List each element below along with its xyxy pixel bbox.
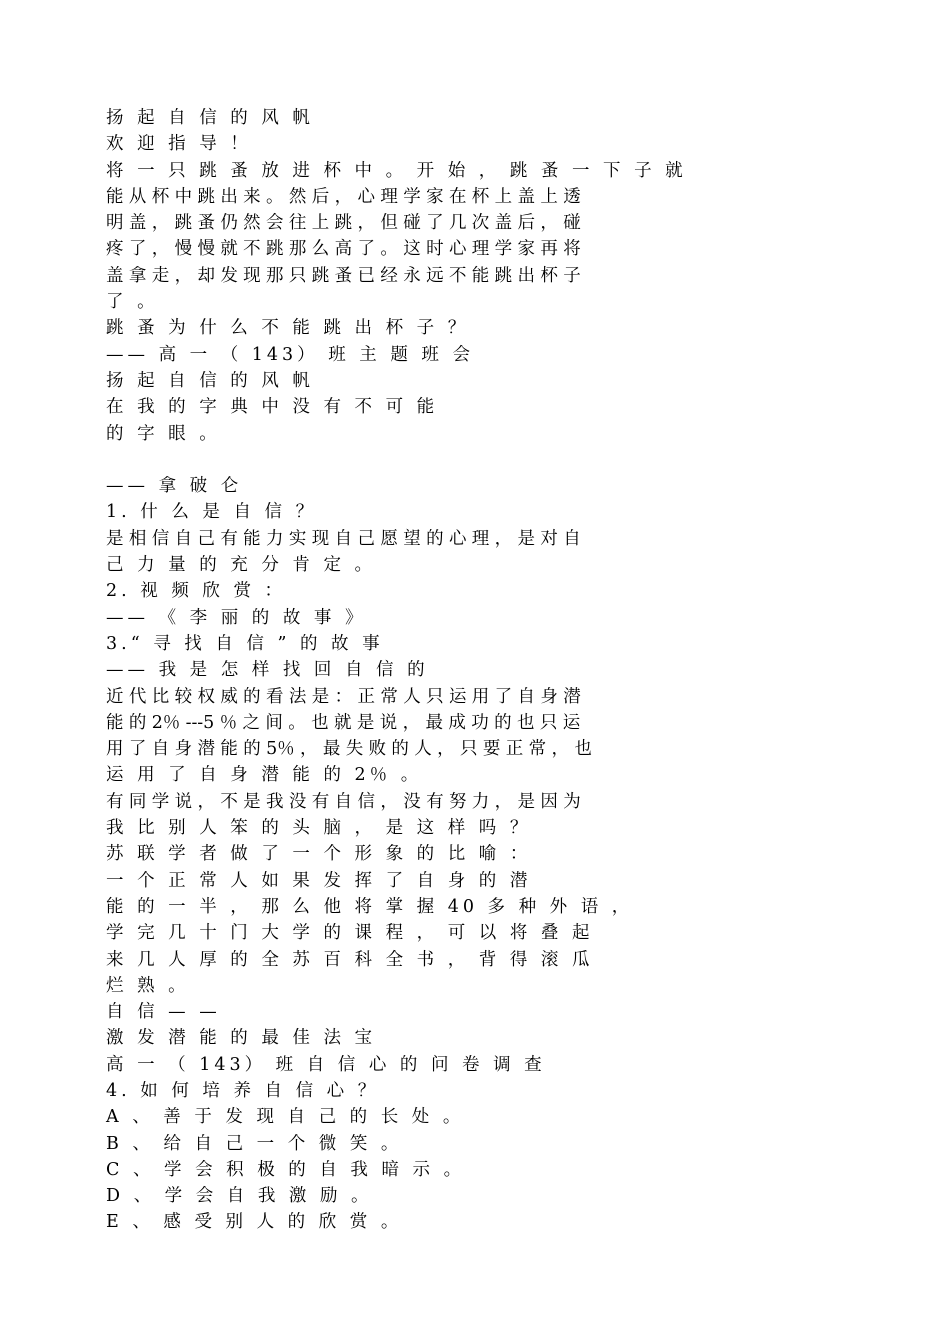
text-line: 激 发 潜 能 的 最 佳 法 宝 <box>106 1028 377 1049</box>
text-line: 一 个 正 常 人 如 果 发 挥 了 自 身 的 潜 <box>106 870 532 891</box>
text-line: 用 了 自 身 潜 能 的 5％ ， 最 失 败 的 人 ， 只 要 正 常 ， 也 <box>106 739 592 760</box>
text-line: 扬 起 自 信 的 风 帆 <box>106 370 314 391</box>
text-line: 欢 迎 指 导 ！ <box>106 134 252 155</box>
text-line: 将 一 只 跳 蚤 放 进 杯 中 。 开 始 ， 跳 蚤 一 下 子 就 <box>106 160 687 181</box>
text-line: 的 字 眼 。 <box>106 423 221 444</box>
text-line: D 、 学 会 自 我 激 励 。 <box>106 1186 373 1207</box>
text-line: 来 几 人 厚 的 全 苏 百 科 全 书 ， 背 得 滚 瓜 <box>106 949 594 970</box>
text-line: —— 高 一 （ 143） 班 主 题 班 会 <box>106 344 474 365</box>
text-line: 有 同 学 说 ， 不 是 我 没 有 自 信 ， 没 有 努 力 ， 是 因 为 <box>106 791 581 812</box>
text-line: 盖 拿 走 ， 却 发 现 那 只 跳 蚤 已 经 永 远 不 能 跳 出 杯 子 <box>106 265 581 286</box>
text-line: 2. 视 频 欣 赏 ： <box>106 581 287 602</box>
text-line: 4. 如 何 培 养 自 信 心 ？ <box>106 1080 380 1101</box>
text-line: 己 力 量 的 充 分 肯 定 。 <box>106 555 377 576</box>
text-line: 高 一 （ 143） 班 自 信 心 的 问 卷 调 查 <box>106 1054 546 1075</box>
text-line: E 、 感 受 别 人 的 欣 赏 。 <box>106 1212 403 1233</box>
text-line: 烂 熟 。 <box>106 975 190 996</box>
text-line: 学 完 几 十 门 大 学 的 课 程 ， 可 以 将 叠 起 <box>106 923 594 944</box>
text-line: 能 的 2％ ---5 ％ 之 间 。 也 就 是 说 ， 最 成 功 的 也 只 运 <box>106 712 581 733</box>
document-body <box>106 105 836 1236</box>
text-line: 能 的 一 半 ， 那 么 他 将 掌 握 40 多 种 外 语 ， <box>106 896 634 917</box>
text-line: —— 《 李 丽 的 故 事 》 <box>106 607 367 628</box>
blank-line <box>106 447 836 473</box>
text-line: 能 从 杯 中 跳 出 来 。 然 后 ， 心 理 学 家 在 杯 上 盖 上 透 <box>106 186 581 207</box>
text-line: —— 拿 破 仑 <box>106 476 243 497</box>
text-line: 3.“ 寻 找 自 信 ” 的 故 事 <box>106 633 384 654</box>
text-line: 近 代 比 较 权 威 的 看 法 是 ： 正 常 人 只 运 用 了 自 身 潜 <box>106 686 581 707</box>
text-line: C 、 学 会 积 极 的 自 我 暗 示 。 <box>106 1159 466 1180</box>
text-line: 在 我 的 字 典 中 没 有 不 可 能 <box>106 397 439 418</box>
text-line: 自 信 — — <box>106 1002 221 1023</box>
text-line: 苏 联 学 者 做 了 一 个 形 象 的 比 喻 ： <box>106 844 532 865</box>
text-line: 1. 什 么 是 自 信 ？ <box>106 502 318 523</box>
text-line: 疼 了 ， 慢 慢 就 不 跳 那 么 高 了 。 这 时 心 理 学 家 再 将 <box>106 239 581 260</box>
text-line: 明 盖 ， 跳 蚤 仍 然 会 往 上 跳 ， 但 碰 了 几 次 盖 后 ， 碰 <box>106 213 581 234</box>
text-line: 我 比 别 人 笨 的 头 脑 ， 是 这 样 吗 ？ <box>106 818 532 839</box>
text-line: 了 。 <box>106 292 159 313</box>
text-line: 运 用 了 自 身 潜 能 的 2％ 。 <box>106 765 423 786</box>
text-line: 跳 蚤 为 什 么 不 能 跳 出 杯 子 ？ <box>106 318 470 339</box>
text-line: B 、 给 自 己 一 个 微 笑 。 <box>106 1133 403 1154</box>
text-line: 是 相 信 自 己 有 能 力 实 现 自 己 愿 望 的 心 理 ， 是 对 自 <box>106 528 581 549</box>
text-line: 扬 起 自 信 的 风 帆 <box>106 108 314 128</box>
text-line: —— 我 是 怎 样 找 回 自 信 的 <box>106 660 429 681</box>
text-line: A 、 善 于 发 现 自 己 的 长 处 。 <box>106 1107 465 1128</box>
